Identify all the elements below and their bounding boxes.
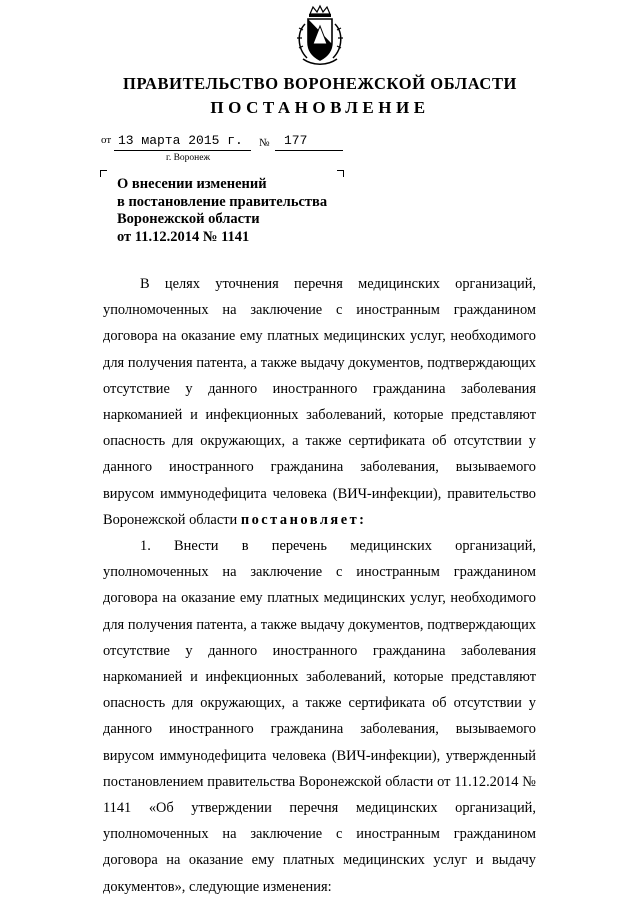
date-underline	[114, 150, 251, 151]
subject-line: Воронежской области	[117, 211, 260, 227]
subject-line: О внесении изменений	[117, 176, 267, 192]
decree-date: 13 марта 2015 г.	[118, 133, 243, 148]
subject-bracket-right	[337, 170, 344, 177]
subject-line: от 11.12.2014 № 1141	[117, 228, 250, 245]
number-label: №	[259, 137, 270, 149]
decree-title: ПОСТАНОВЛЕНИЕ	[210, 98, 430, 117]
date-from-label: от	[101, 134, 112, 146]
number-underline	[275, 150, 343, 151]
government-name: ПРАВИТЕЛЬСТВО ВОРОНЕЖСКОЙ ОБЛАСТИ	[123, 74, 517, 93]
resolves-keyword: постановляет:	[240, 511, 367, 528]
preamble-text: В целях уточнения перечня медицинских организаций, уполномоченных на заключение с иностранным гражданином договора на оказание ему платных медицинских услуг, необходимого для получения патента, а также выдачу документов, подтверждающих отсутствие у данного иностранного гражданина заболевания наркоманией и инфекционных заболеваний, которые представляют опасность для окружающих, а также сертификата об отсутствии у данного иностранного гражданина заболевания, вызываемого вирусом иммунодефицита человека (ВИЧ-инфекции), правительство Воронежской области	[103, 276, 536, 528]
clause-1-paragraph: 1. Внести в перечень медицинских организаций, уполномоченных на заключение с иностранным гражданином договора на оказание ему платных медицинских услуг, необходимого для получения патента, а также выдачу документов, подтверждающих отсутствие у данного иностранного гражданина заболевания наркоманией и инфекционных заболеваний, которые представляют опасность для окружающих, а также сертификата об отсутствии у данного иностранного гражданина заболевания, вызываемого вирусом иммунодефицита человека (ВИЧ-инфекции), утвержденный постановлением правительства Воронежской области от 11.12.2014 № 1141 «Об утверждении перечня медицинских организаций, уполномоченных на заключение с иностранным гражданином договора на оказание ему платных медицинских услуг и выдачу документов», следующие изменения:	[103, 538, 536, 895]
subject-bracket-left	[100, 170, 107, 177]
preamble-paragraph	[103, 271, 536, 533]
subject-line: в постановление правительства	[117, 193, 328, 210]
decree-number: 177	[284, 133, 308, 148]
coat-of-arms-icon	[293, 4, 347, 68]
decree-subject	[117, 176, 327, 246]
decree-body	[103, 271, 536, 900]
city-label: г. Воронеж	[166, 153, 211, 163]
